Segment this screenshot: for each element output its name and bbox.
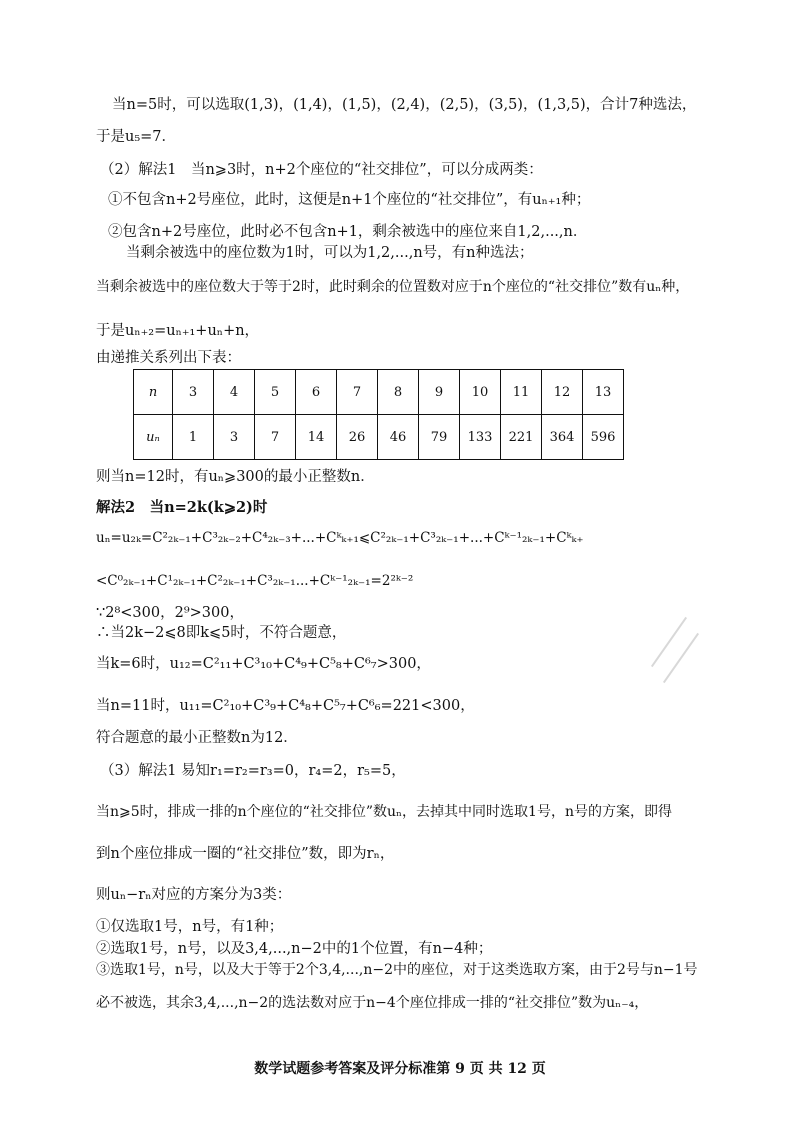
table-cell: 46 — [378, 415, 419, 460]
table-head-u: uₙ — [134, 415, 173, 460]
line-24: ②选取1号，n号，以及3,4,...,n−2中的1个位置，有n−4种； — [96, 941, 493, 957]
line-26: 必不被选，其余3,4,...,n−2的选法数对应于n−4个座位排成一排的“社交排位”数为uₙ₋₄， — [96, 995, 649, 1011]
line-14: ∵2⁸<300，2⁹>300， — [96, 605, 244, 621]
table-cell: 364 — [542, 415, 583, 460]
table-cell: 13 — [583, 370, 624, 415]
line-19: （3）解法1 易知r₁=r₂=r₃=0，r₄=2，r₅=5， — [100, 763, 406, 779]
line-22: 则uₙ−rₙ对应的方案分为3类： — [96, 887, 292, 903]
scan-streak — [651, 617, 687, 667]
line-11: 解法2 当n=2k(k⩾2)时 — [96, 499, 268, 516]
line-20: 当n⩾5时，排成一排的n个座位的“社交排位”数uₙ，去掉其中同时选取1号，n号的方案，即得 — [96, 804, 672, 820]
table-row-n — [134, 370, 624, 415]
line-03: （2）解法1 当n⩾3时，n+2个座位的“社交排位”，可以分成两类： — [100, 162, 543, 178]
table-cell: 9 — [419, 370, 460, 415]
line-21: 到n个座位排成一圈的“社交排位”数，即为rₙ， — [96, 846, 395, 862]
line-16: 当k=6时，u₁₂=C²₁₁+C³₁₀+C⁴₉+C⁵₈+C⁶₇>300， — [96, 656, 431, 672]
table-cell: 11 — [501, 370, 542, 415]
table-cell: 12 — [542, 370, 583, 415]
table-cell: 5 — [255, 370, 296, 415]
line-05: ②包含n+2号座位，此时必不包含n+1，剩余被选中的座位来自1,2,...,n． — [108, 224, 588, 240]
table-cell: 1 — [173, 415, 214, 460]
line-12: uₙ=u₂ₖ=C²₂ₖ₋₁+C³₂ₖ₋₂+C⁴₂ₖ₋₃+...+Cᵏₖ₊₁⩽C²₂ₖ₋₁+C³₂ₖ₋₁+...+Cᵏ⁻¹₂ₖ₋₁+Cᵏₖ₊ — [96, 530, 584, 546]
line-15: ∴当2k−2⩽8即k⩽5时，不符合题意， — [96, 625, 347, 641]
table-cell: 26 — [337, 415, 378, 460]
line-02: 于是u₅=7． — [96, 129, 177, 145]
page-footer: 数学试题参考答案及评分标准第 9 页 共 12 页 — [254, 1061, 546, 1077]
table-row-u — [134, 415, 624, 460]
table-cell: 133 — [460, 415, 501, 460]
line-10: 则当n=12时，有uₙ⩾300的最小正整数n． — [96, 469, 375, 485]
table-cell: 596 — [583, 415, 624, 460]
table-cell: 3 — [173, 370, 214, 415]
line-09: 由递推关系列出下表： — [96, 350, 241, 366]
line-01: 当n=5时，可以选取(1,3)，(1,4)，(1,5)，(2,4)，(2,5)，(3,5)，(1,3,5)，合计7种选法， — [112, 97, 697, 113]
table-cell: 79 — [419, 415, 460, 460]
table-cell: 4 — [214, 370, 255, 415]
table-head-n: n — [134, 370, 173, 415]
line-18: 符合题意的最小正整数n为12． — [96, 730, 298, 746]
line-23: ①仅选取1号，n号，有1种； — [96, 919, 284, 935]
line-04: ①不包含n+2号座位，此时，这便是n+1个座位的“社交排位”，有uₙ₊₁种； — [108, 192, 591, 208]
line-17: 当n=11时，u₁₁=C²₁₀+C³₉+C⁴₈+C⁵₇+C⁶₆=221<300， — [96, 698, 475, 714]
table-cell: 8 — [378, 370, 419, 415]
recurrence-table — [133, 369, 624, 460]
table-cell: 3 — [214, 415, 255, 460]
table-cell: 6 — [296, 370, 337, 415]
table-cell: 7 — [337, 370, 378, 415]
line-06: 当剩余被选中的座位数为1时，可以为1,2,...,n号，有n种选法； — [126, 245, 534, 261]
table-cell: 7 — [255, 415, 296, 460]
table-cell: 221 — [501, 415, 542, 460]
table-cell: 10 — [460, 370, 501, 415]
table-cell: 14 — [296, 415, 337, 460]
line-25: ③选取1号，n号，以及大于等于2个3,4,...,n−2中的座位，对于这类选取方案，由于2号与n−1号 — [96, 962, 698, 978]
line-08: 于是uₙ₊₂=uₙ₊₁+uₙ+n， — [96, 323, 260, 339]
line-07: 当剩余被选中的座位数大于等于2时，此时剩余的位置数对应于n个座位的“社交排位”数有uₙ种， — [96, 279, 690, 295]
line-13: <C⁰₂ₖ₋₁+C¹₂ₖ₋₁+C²₂ₖ₋₁+C³₂ₖ₋₁...+Cᵏ⁻¹₂ₖ₋₁=2²ᵏ⁻² — [96, 573, 414, 589]
